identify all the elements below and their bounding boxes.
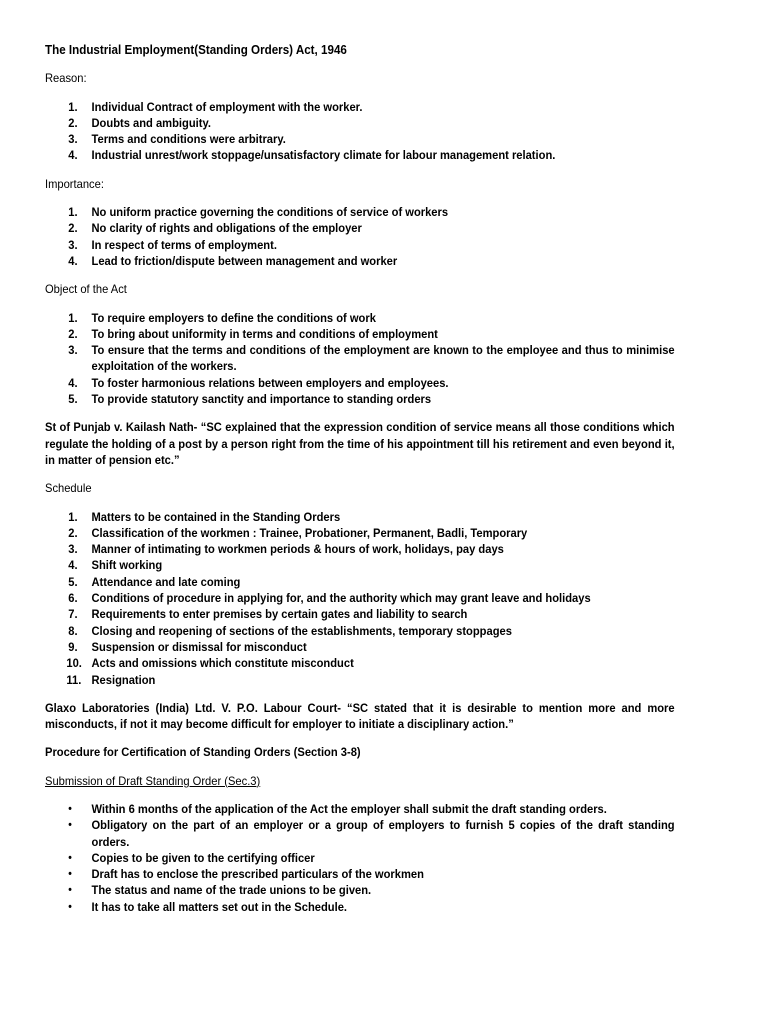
case-paragraph-kailash-nath xyxy=(45,419,675,468)
procedure-heading: Procedure for Certification of Standing Orders (Section 3-8) xyxy=(45,745,361,760)
reason-heading: Reason: xyxy=(45,71,87,86)
list-item: 1. Matters to be contained in the Standing Orders xyxy=(68,509,341,524)
case-text: “SC explained that the expression condition of service means all those conditions which regulate the holding of a post by a person right from the time of his appointment till his retirement and even beyond it, in matter of pension etc.” xyxy=(45,420,675,467)
importance-heading: Importance: xyxy=(45,176,104,191)
list-item: 3. Terms and conditions were arbitrary. xyxy=(68,132,286,147)
list-item: 1. Individual Contract of employment with the worker. xyxy=(68,99,363,114)
list-item: • The status and name of the trade unions to be given. xyxy=(68,883,372,898)
bullet-icon: • xyxy=(68,868,72,881)
list-item: 11. Resignation xyxy=(66,672,156,687)
list-item: 10. Acts and omissions which constitute misconduct xyxy=(66,656,354,671)
list-item: 4. To foster harmonious relations between employers and employees. xyxy=(68,375,449,390)
list-item: • Obligatory on the part of an employer or a group of employers to furnish 5 copies of the draft standing orders. xyxy=(68,818,675,849)
list-item: 3. In respect of terms of employment. xyxy=(68,237,277,252)
list-item: 8. Closing and reopening of sections of the establishments, temporary stoppages xyxy=(68,623,512,638)
case-text: “SC stated that it is desirable to mention more and more misconducts, if not it may become difficult for employer to initiate a disciplinary action.” xyxy=(45,700,675,732)
importance-list xyxy=(45,204,675,269)
list-item: 2. Classification of the workmen : Trainee, Probationer, Permanent, Badli, Temporary xyxy=(68,525,528,540)
list-item: 4. Lead to friction/dispute between management and worker xyxy=(68,253,398,268)
bullet-icon: • xyxy=(68,900,72,913)
list-item: 5. To provide statutory sanctity and importance to standing orders xyxy=(68,392,432,407)
list-item: 5. Attendance and late coming xyxy=(68,574,241,589)
case-name: St of Punjab v. Kailash Nath- xyxy=(45,420,198,435)
list-item: 2. Doubts and ambiguity. xyxy=(68,115,211,130)
document-page xyxy=(45,42,675,927)
list-item: 6. Conditions of procedure in applying for, and the authority which may grant leave and holidays xyxy=(68,591,591,606)
bullet-icon: • xyxy=(68,851,72,864)
bullet-icon: • xyxy=(68,884,72,897)
list-item: 7. Requirements to enter premises by certain gates and liability to search xyxy=(68,607,468,622)
list-item: 3. Manner of intimating to workmen periods & hours of work, holidays, pay days xyxy=(68,542,504,557)
list-item: • Draft has to enclose the prescribed particulars of the workmen xyxy=(68,867,424,882)
case-name: Glaxo Laboratories (India) Ltd. V. P.O. Labour Court- xyxy=(45,700,342,715)
list-item: 4. Shift working xyxy=(68,558,163,573)
list-item: • Copies to be given to the certifying officer xyxy=(68,850,315,865)
list-item: • Within 6 months of the application of the Act the employer shall submit the draft standing orders. xyxy=(68,801,607,816)
bullet-icon: • xyxy=(68,802,72,815)
document-title: The Industrial Employment(Standing Orders) Act, 1946 xyxy=(45,43,347,57)
list-item: 9. Suspension or dismissal for misconduct xyxy=(68,639,307,654)
list-item: 3. To ensure that the terms and conditions of the employment are known to the employee and thus to minimise exploitation of the workers. xyxy=(68,343,675,374)
list-item: • It has to take all matters set out in the Schedule. xyxy=(68,899,348,914)
list-item: 2. No clarity of rights and obligations of the employer xyxy=(68,221,362,236)
list-item: 2. To bring about uniformity in terms and conditions of employment xyxy=(68,326,438,341)
object-list xyxy=(45,310,675,408)
reason-list xyxy=(45,99,675,164)
schedule-list xyxy=(45,509,675,688)
object-heading: Object of the Act xyxy=(45,282,127,297)
schedule-heading: Schedule xyxy=(45,481,92,496)
procedure-subheading: Submission of Draft Standing Order (Sec.3) xyxy=(45,773,261,788)
case-paragraph-glaxo xyxy=(45,700,675,733)
bullet-icon: • xyxy=(68,819,72,832)
list-item: 4. Industrial unrest/work stoppage/unsatisfactory climate for labour management relation. xyxy=(68,148,556,163)
list-item: 1. To require employers to define the conditions of work xyxy=(68,310,376,325)
procedure-bullet-list xyxy=(45,801,675,915)
list-item: 1. No uniform practice governing the conditions of service of workers xyxy=(68,205,449,220)
